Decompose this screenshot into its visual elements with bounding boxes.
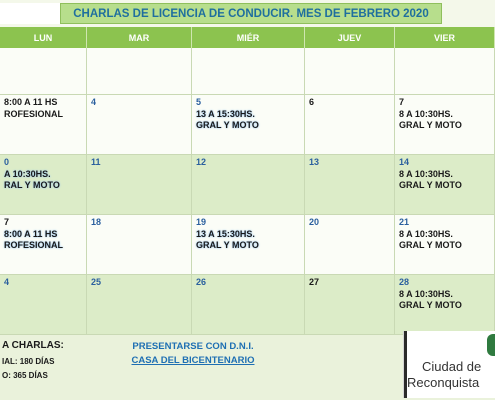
- event-line: A 10:30HS.: [4, 168, 51, 179]
- event-line: GRAL Y MOTO: [399, 120, 462, 130]
- header-1: MAR: [87, 27, 192, 48]
- event-line: 8 A 10:30HS.: [399, 108, 453, 119]
- day-cell: [87, 215, 192, 275]
- event-line: 13 A 15:30HS.: [196, 108, 255, 119]
- day-number: 14: [399, 157, 410, 167]
- event-line: GRAL Y MOTO: [196, 120, 259, 130]
- day-number: 27: [309, 277, 320, 287]
- day-cell: [395, 275, 495, 335]
- day-cell: [87, 275, 192, 335]
- day-cell: [87, 95, 192, 155]
- day-cell: [305, 275, 395, 335]
- day-number: 7: [4, 217, 10, 227]
- day-number: 20: [309, 217, 320, 227]
- day-number: 13: [309, 157, 320, 167]
- event-line: ROFESIONAL: [4, 108, 64, 119]
- city-logo: [403, 331, 495, 398]
- logo-text-line1: Ciudad de: [422, 359, 482, 374]
- event-line: ROFESIONAL: [4, 240, 64, 250]
- day-number: 28: [399, 277, 410, 287]
- event-line: 8 A 10:30HS.: [399, 168, 453, 179]
- calendar-title: CHARLAS DE LICENCIA DE CONDUCIR. MES DE FEBRERO 2020: [60, 3, 442, 24]
- day-number: 12: [196, 157, 207, 167]
- day-cell: [192, 155, 305, 215]
- footer-left-title: A CHARLAS:: [2, 340, 64, 351]
- footer-location-link[interactable]: CASA DEL BICENTENARIO: [131, 355, 255, 366]
- day-cell: [0, 215, 87, 275]
- header-4: VIER: [395, 27, 495, 48]
- event-line: RAL Y MOTO: [4, 180, 60, 190]
- day-number: 26: [196, 277, 207, 287]
- header-2: MIÉR: [192, 27, 305, 48]
- day-cell: [0, 95, 87, 155]
- day-cell: [87, 48, 192, 95]
- day-number: 7: [399, 97, 405, 107]
- extra-column-cell: [485, 275, 495, 335]
- logo-text-line2: Reconquista: [407, 375, 480, 390]
- event-line: 8 A 10:30HS.: [399, 288, 453, 299]
- day-number: 5: [196, 97, 202, 107]
- day-cell: [192, 275, 305, 335]
- day-cell: [0, 275, 87, 335]
- event-line: 8:00 A 11 HS: [4, 97, 58, 107]
- header-3: JUEV: [305, 27, 395, 48]
- extra-column-cell: [485, 95, 495, 155]
- day-number: 4: [91, 97, 97, 107]
- extra-column-cell: [485, 215, 495, 275]
- day-cell: [305, 95, 395, 155]
- event-line: GRAL Y MOTO: [399, 180, 462, 190]
- extra-column-cell: [485, 155, 495, 215]
- event-line: 8:00 A 11 HS: [4, 228, 58, 239]
- day-cell: [0, 48, 87, 95]
- day-cell: [305, 215, 395, 275]
- day-cell: [0, 155, 87, 215]
- day-cell: [395, 155, 495, 215]
- day-number: 18: [91, 217, 102, 227]
- footer-left-line2: O: 365 DÍAS: [2, 371, 48, 380]
- header-extra: [485, 27, 495, 48]
- footer-dni-note: PRESENTARSE CON D.N.I.: [132, 341, 254, 352]
- day-number: 25: [91, 277, 102, 287]
- event-line: GRAL Y MOTO: [196, 240, 259, 250]
- extra-column-cell: [485, 48, 495, 95]
- event-line: 8 A 10:30HS.: [399, 228, 453, 239]
- day-cell: [395, 215, 495, 275]
- day-cell: [192, 215, 305, 275]
- day-number: 11: [91, 157, 101, 167]
- day-number: 6: [309, 97, 315, 107]
- footer-left-line1: IAL: 180 DÍAS: [2, 357, 55, 366]
- title-edge: [0, 3, 60, 24]
- day-cell: [305, 155, 395, 215]
- logo-leaf-icon: [487, 334, 495, 356]
- day-cell: [305, 48, 395, 95]
- day-cell: [87, 155, 192, 215]
- day-number: 19: [196, 217, 207, 227]
- day-cell: [192, 95, 305, 155]
- day-cell: [395, 95, 495, 155]
- event-line: GRAL Y MOTO: [399, 300, 462, 310]
- event-line: GRAL Y MOTO: [399, 240, 462, 250]
- day-number: 21: [399, 217, 410, 227]
- day-number: 4: [4, 277, 10, 287]
- day-cell: [395, 48, 495, 95]
- footer-center-info: [118, 340, 268, 368]
- day-number: 0: [4, 157, 10, 167]
- event-line: 13 A 15:30HS.: [196, 228, 255, 239]
- header-0: LUN: [0, 27, 87, 48]
- day-cell: [192, 48, 305, 95]
